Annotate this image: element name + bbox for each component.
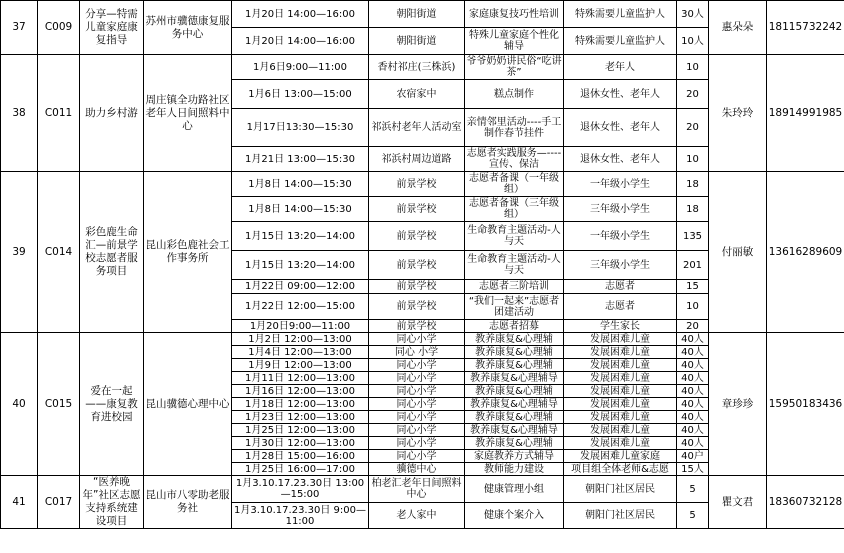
organization-name: 昆山彩色鹿社会工作事务所 (144, 172, 232, 333)
activity-time: 1月18日 12:00—13:00 (232, 398, 369, 411)
activity-content: 爷爷奶奶讲民俗“吃讲茶” (466, 56, 562, 78)
activity-time: 1月2日 12:00—13:00 (232, 333, 369, 346)
activity-content: 生命教育主题活动-人与天 (465, 222, 564, 251)
activity-content: 志愿者备课（三年级组） (465, 197, 564, 222)
table-row (1, 172, 844, 197)
contact-person: 惠朵朵 (709, 1, 767, 55)
activity-time: 1月15日 13:20—14:00 (232, 222, 369, 251)
activity-content: 教养康复&心理辅 (465, 346, 564, 359)
participant-count: 10 (677, 55, 709, 80)
activity-place: 前景学校 (369, 222, 465, 251)
activity-time: 1月11日 12:00—13:00 (232, 372, 369, 385)
activity-place: 朝阳街道 (369, 28, 465, 55)
participant-count: 10 (677, 294, 709, 320)
activity-target: 志愿者 (564, 294, 677, 320)
activity-time: 1月3.10.17.23.30日 13:00—15:00 (232, 476, 369, 503)
activity-content: 亲情邻里活动----手工制作春节挂件 (465, 109, 564, 147)
participant-count: 201 (677, 251, 709, 280)
activity-content: 教养康复&心理辅导 (465, 372, 564, 385)
activity-place: 同心 小学 (369, 346, 465, 359)
activity-target: 发展困难儿童 (564, 333, 677, 346)
project-number: 37 (1, 1, 38, 55)
participant-count: 18 (677, 197, 709, 222)
activity-target: 项目组全体老师&志愿 (564, 463, 677, 476)
project-name: “医养晚年”社区志愿支持系统建设项目 (80, 476, 144, 529)
contact-phone: 13616289609 (767, 172, 844, 333)
participant-count: 40人 (677, 359, 709, 372)
activity-time: 1月16日 12:00—13:00 (232, 385, 369, 398)
participant-count: 30人 (677, 1, 709, 28)
activity-content: 志愿者招募 (465, 320, 564, 333)
activity-place: 前景学校 (369, 320, 465, 333)
activity-time: 1月20日 14:00—16:00 (232, 28, 369, 55)
activity-place: 祁浜村周边道路 (369, 147, 465, 172)
participant-count: 40人 (677, 424, 709, 437)
project-number: 38 (1, 55, 38, 172)
activity-time: 1月25日 16:00—17:00 (232, 463, 369, 476)
participant-count: 18 (677, 172, 709, 197)
activity-content: 教养康复&心理辅 (465, 437, 564, 450)
participant-count: 40人 (677, 398, 709, 411)
contact-phone: 18914991985 (767, 55, 844, 172)
activity-time: 1月22日 12:00—15:00 (232, 294, 369, 320)
activity-content: 教养康复&心理辅导 (465, 424, 564, 437)
activity-place: 前景学校 (369, 251, 465, 280)
activity-place: 同心小学 (369, 333, 465, 346)
activity-place: 同心小学 (369, 411, 465, 424)
table-row (1, 476, 844, 503)
participant-count: 10 (677, 147, 709, 172)
participant-count: 5 (677, 476, 709, 503)
participant-count: 40户 (677, 450, 709, 463)
activity-target: 志愿者 (564, 280, 677, 294)
activity-target: 老年人 (564, 55, 677, 80)
activity-target: 三年级小学生 (564, 197, 677, 222)
activity-target: 退休女性、老年人 (564, 80, 677, 109)
contact-phone: 15950183436 (767, 333, 844, 476)
activity-time: 1月21日 13:00—15:30 (232, 147, 369, 172)
activity-content: 志愿者三阶培训 (465, 280, 564, 294)
table-row (1, 55, 844, 80)
project-name: 分享—特需儿童家庭康复指导 (80, 1, 144, 55)
participant-count: 15 (677, 280, 709, 294)
contact-person: 付丽敏 (709, 172, 767, 333)
activity-place: 同心小学 (369, 359, 465, 372)
activity-content: “我们一起来”志愿者团建活动 (465, 294, 564, 320)
participant-count: 40人 (677, 385, 709, 398)
activity-time: 1月4日 12:00—13:00 (232, 346, 369, 359)
project-name: 彩色鹿生命汇—前景学校志愿者服务项目 (80, 172, 144, 333)
participant-count: 40人 (677, 437, 709, 450)
participant-count: 5 (677, 503, 709, 529)
activity-content: 教养康复&心理辅 (465, 333, 564, 346)
contact-phone: 18360732128 (767, 476, 844, 529)
activity-time: 1月9日 12:00—13:00 (232, 359, 369, 372)
activity-time: 1月8日 14:00—15:30 (232, 197, 369, 222)
activity-target: 发展困难儿童 (564, 424, 677, 437)
project-name: 助力乡村游 (80, 55, 144, 172)
participant-count: 20 (677, 80, 709, 109)
activity-target: 学生家长 (564, 320, 677, 333)
activity-target: 一年级小学生 (564, 172, 677, 197)
activity-content: 糕点制作 (465, 80, 564, 109)
activity-target: 发展困难儿童 (564, 385, 677, 398)
activity-time: 1月23日 12:00—13:00 (232, 411, 369, 424)
activity-time: 1月20日 14:00—16:00 (232, 1, 369, 28)
activity-place: 同心小学 (369, 437, 465, 450)
activity-time: 1月15日 13:20—14:00 (232, 251, 369, 280)
organization-name: 周庄镇全功路社区老年人日间照料中心 (144, 55, 232, 172)
activity-target: 三年级小学生 (564, 251, 677, 280)
activity-content: 教养康复&心理辅 (465, 385, 564, 398)
project-code: C015 (38, 333, 80, 476)
contact-person: 章珍珍 (709, 333, 767, 476)
activity-place: 骥德中心 (369, 463, 465, 476)
participant-count: 40人 (677, 333, 709, 346)
activity-time: 1月20日9:00—11:00 (232, 320, 369, 333)
activity-target: 一年级小学生 (564, 222, 677, 251)
activity-target: 发展困难儿童 (564, 398, 677, 411)
activity-target: 发展困难儿童家庭 (564, 450, 677, 463)
table-row (1, 1, 844, 28)
activity-content: 教师能力建设 (465, 463, 564, 476)
organization-name: 昆山市八零助老服务社 (144, 476, 232, 529)
activity-target: 特殊需要儿童监护人 (564, 28, 677, 55)
activity-content: 特殊儿童家庭个性化辅导 (465, 28, 564, 55)
project-code: C017 (38, 476, 80, 529)
activity-target: 发展困难儿童 (564, 372, 677, 385)
activity-time: 1月30日 12:00—13:00 (232, 437, 369, 450)
project-number: 39 (1, 172, 38, 333)
activity-content: 志愿者实践服务—----宣传、保洁 (465, 147, 564, 172)
activity-content: 健康个案介入 (465, 503, 564, 529)
organization-name: 苏州市骥德康复服务中心 (144, 1, 232, 55)
organization-name: 昆山骥德心理中心 (144, 333, 232, 476)
participant-count: 10人 (677, 28, 709, 55)
activity-content: 健康管理小组 (465, 476, 564, 503)
activity-target: 发展困难儿童 (564, 437, 677, 450)
participant-count: 20 (677, 320, 709, 333)
activity-time: 1月17日13:30—15:30 (232, 109, 369, 147)
participant-count: 40人 (677, 372, 709, 385)
contact-person: 瞿文君 (709, 476, 767, 529)
participant-count: 40人 (677, 346, 709, 359)
activity-place: 同心小学 (369, 385, 465, 398)
activity-target: 退休女性、老年人 (564, 109, 677, 147)
activity-target: 发展困难儿童 (564, 411, 677, 424)
activity-content: 家庭教养方式辅导 (465, 450, 564, 463)
activity-place: 香村祁庄(三株浜) (369, 55, 465, 80)
activity-place: 前景学校 (369, 280, 465, 294)
project-name: 爱在一起——康复教育进校园 (80, 333, 144, 476)
contact-phone: 18115732242 (767, 1, 844, 55)
activity-content: 家庭康复技巧性培训 (465, 1, 564, 28)
project-number: 40 (1, 333, 38, 476)
participant-count: 20 (677, 109, 709, 147)
activity-place: 同心小学 (369, 372, 465, 385)
activity-place: 老人家中 (369, 503, 465, 529)
activity-place: 祁浜村老年人活动室 (369, 109, 465, 147)
activity-place: 前景学校 (369, 294, 465, 320)
activity-content: 生命教育主题活动-人与天 (465, 251, 564, 280)
activity-target: 朝阳门社区居民 (564, 503, 677, 529)
activity-time: 1月22日 09:00—12:00 (232, 280, 369, 294)
activity-place: 同心小学 (369, 424, 465, 437)
activity-content: 教养康复&心理辅导 (465, 398, 564, 411)
activity-place: 同心小学 (369, 450, 465, 463)
activity-content: 教养康复&心理辅 (465, 411, 564, 424)
activity-target: 特殊需要儿童监护人 (564, 1, 677, 28)
activity-target: 发展困难儿童 (564, 346, 677, 359)
activity-place: 朝阳街道 (369, 1, 465, 28)
activity-time: 1月6日9:00—11:00 (232, 55, 369, 80)
activity-place: 柏老汇老年日间照料中心 (369, 476, 465, 503)
activity-place: 前景学校 (369, 197, 465, 222)
activity-target: 发展困难儿童 (564, 359, 677, 372)
project-code: C011 (38, 55, 80, 172)
activity-place: 同心小学 (369, 398, 465, 411)
activity-target: 退休女性、老年人 (564, 147, 677, 172)
activity-content: 教养康复&心理辅 (465, 359, 564, 372)
project-code: C014 (38, 172, 80, 333)
activity-time: 1月3.10.17.23.30日 9:00—11:00 (232, 503, 369, 529)
project-code: C009 (38, 1, 80, 55)
activity-target: 朝阳门社区居民 (564, 476, 677, 503)
table-row (1, 333, 844, 346)
activity-time: 1月8日 14:00—15:30 (232, 172, 369, 197)
participant-count: 15人 (677, 463, 709, 476)
activity-place: 农宿家中 (369, 80, 465, 109)
project-number: 41 (1, 476, 38, 529)
participant-count: 40人 (677, 411, 709, 424)
activity-time: 1月25日 12:00—13:00 (232, 424, 369, 437)
activity-time: 1月28日 15:00—16:00 (232, 450, 369, 463)
activity-time: 1月6日 13:00—15:00 (232, 80, 369, 109)
participant-count: 135 (677, 222, 709, 251)
contact-person: 朱玲玲 (709, 55, 767, 172)
activity-content: 志愿者备课（一年级组） (465, 172, 564, 197)
activity-place: 前景学校 (369, 172, 465, 197)
